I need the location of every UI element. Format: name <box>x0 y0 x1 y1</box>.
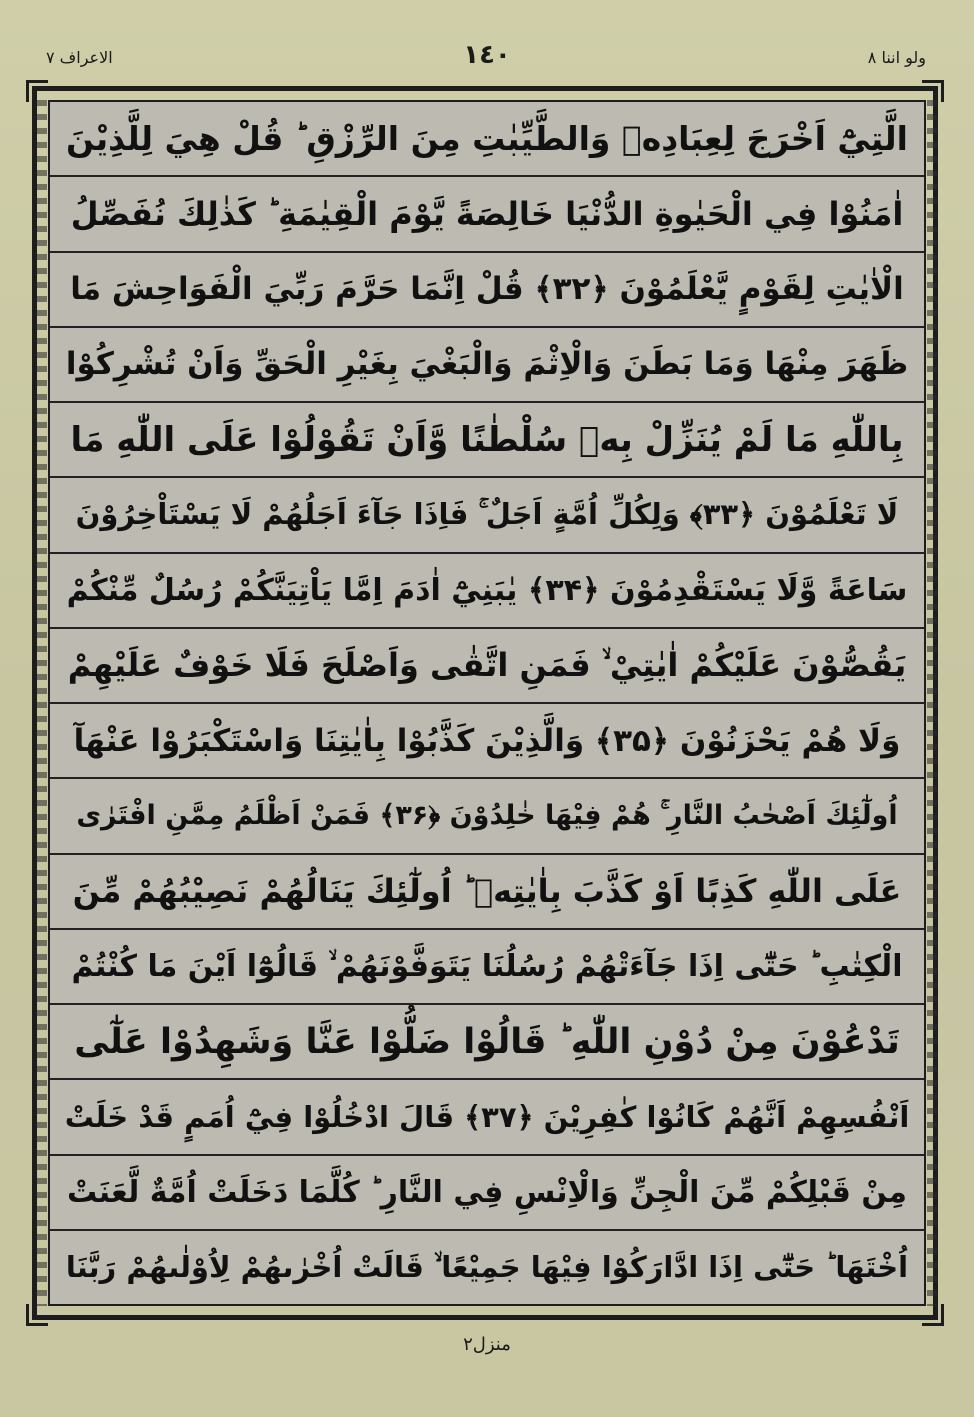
page-footer <box>0 1334 974 1355</box>
verse-line: الَّتِيْٓ اَخْرَجَ لِعِبَادِهٖ وَالطَّيِّبٰتِ مِنَ الرِّزْقِ ؕ قُلْ هِيَ لِلَّذِيْنَ <box>50 102 924 177</box>
manzil-marker: منزل۲ <box>463 1334 511 1355</box>
verse-line: تَدْعُوْنَ مِنْ دُوْنِ اللّٰهِ ؕ قَالُوْا ضَلُّوْا عَنَّا وَشَهِدُوْا عَلٰٓى <box>50 1005 924 1080</box>
verse-line: اُخْتَهَا ؕ حَتّٰٓى اِذَا ادَّارَكُوْا فِيْهَا جَمِيْعًا ۙ قَالَتْ اُخْرٰىهُمْ لِاُوْلٰىهُمْ رَبَّنَا <box>65 1249 909 1284</box>
verse-line: الْاٰيٰتِ لِقَوْمٍ يَّعْلَمُوْنَ ﴿۳۲﴾ قُلْ اِنَّمَا حَرَّمَ رَبِّيَ الْفَوَاحِشَ مَا <box>50 253 924 328</box>
verse-line: وَلَا هُمْ يَحْزَنُوْنَ ﴿۳۵﴾ وَالَّذِيْنَ كَذَّبُوْا بِاٰيٰتِنَا وَاسْتَكْبَرُوْا عَنْهَآ <box>50 704 924 779</box>
juz-name: ولو اننا ۸ <box>867 48 926 67</box>
verse-line: لَا تَعْلَمُوْنَ ﴿۳۳﴾ وَلِكُلِّ اُمَّةٍ اَجَلٌ ۚ فَاِذَا جَآءَ اَجَلُهُمْ لَا يَسْتَاْخِرُوْنَ <box>50 478 924 553</box>
surah-name: الاعراف ۷ <box>46 48 113 67</box>
verse-line: اُولٰٓئِكَ اَصْحٰبُ النَّارِ ۚ هُمْ فِيْهَا خٰلِدُوْنَ ﴿۳۶﴾ فَمَنْ اَظْلَمُ مِمَّنِ افْتَرٰى <box>50 779 924 854</box>
verse-lines <box>50 102 924 1304</box>
verse-line: بِاللّٰهِ مَا لَمْ يُنَزِّلْ بِهٖ سُلْطٰنًا وَّاَنْ تَقُوْلُوْا عَلَى اللّٰهِ مَا <box>50 403 924 478</box>
frame-side-ornament <box>927 100 937 1306</box>
verse-line: الْكِتٰبِ ؕ حَتّٰٓى اِذَا جَآءَتْهُمْ رُسُلُنَا يَتَوَفَّوْنَهُمْ ۙ قَالُوْٓا اَيْنَ مَا كُنْتُمْ <box>50 930 924 1005</box>
page-number: ١٤٠ <box>463 40 511 70</box>
verse-line: ظَهَرَ مِنْهَا وَمَا بَطَنَ وَالْاِثْمَ وَالْبَغْيَ بِغَيْرِ الْحَقِّ وَاَنْ تُشْرِكُوْا <box>50 328 924 403</box>
verse-line: عَلَى اللّٰهِ كَذِبًا اَوْ كَذَّبَ بِاٰيٰتِهٖ ؕ اُولٰٓئِكَ يَنَالُهُمْ نَصِيْبُهُمْ مِّنَ <box>50 855 924 930</box>
verse-line: اَنْفُسِهِمْ اَنَّهُمْ كَانُوْا كٰفِرِيْنَ ﴿۳۷﴾ قَالَ ادْخُلُوْا فِيْٓ اُمَمٍ قَدْ خَلَتْ <box>50 1080 924 1155</box>
verse-line: سَاعَةً وَّلَا يَسْتَقْدِمُوْنَ ﴿۳۴﴾ يٰبَنِيْٓ اٰدَمَ اِمَّا يَاْتِيَنَّكُمْ رُسُلٌ مِّنْكُمْ <box>50 554 924 629</box>
verse-line: مِنْ قَبْلِكُمْ مِّنَ الْجِنِّ وَالْاِنْسِ فِي النَّارِ ؕ كُلَّمَا دَخَلَتْ اُمَّةٌ لَّعَنَتْ <box>50 1156 924 1231</box>
page-header <box>40 38 934 78</box>
frame-side-ornament <box>37 100 47 1306</box>
verse-line: يَقُصُّوْنَ عَلَيْكُمْ اٰيٰتِيْ ۙ فَمَنِ اتَّقٰى وَاَصْلَحَ فَلَا خَوْفٌ عَلَيْهِمْ <box>50 629 924 704</box>
verse-line: اٰمَنُوْا فِي الْحَيٰوةِ الدُّنْيَا خَالِصَةً يَّوْمَ الْقِيٰمَةِ ؕ كَذٰلِكَ نُفَصِّلُ <box>50 177 924 252</box>
